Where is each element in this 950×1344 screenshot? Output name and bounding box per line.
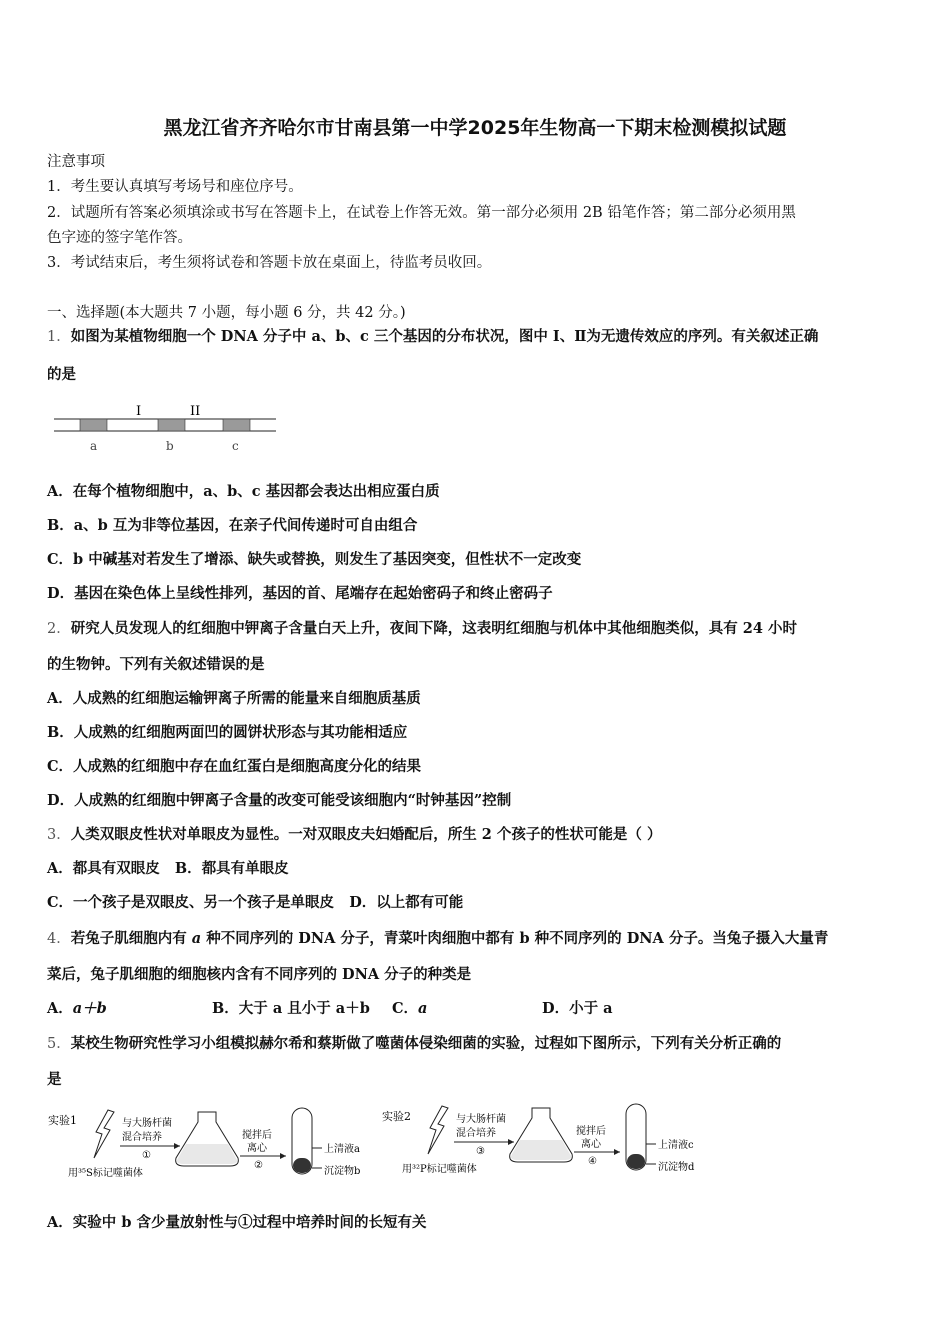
label-gene-a: a	[90, 439, 98, 453]
label-gene-b: b	[166, 439, 174, 453]
question-2-line1: 2．研究人员发现人的红细胞中钾离子含量白天上升，夜间下降，这表明红细胞与机体中其他细胞类似，具有 24 小时	[47, 620, 798, 637]
q2-option-b: B．人成熟的红细胞两面凹的圆饼状形态与其功能相适应	[47, 724, 408, 741]
question-4-line2: 菜后，兔子肌细胞的细胞核内含有不同序列的 DNA 分子的种类是	[47, 966, 472, 983]
exp1-step1: ①	[142, 1150, 151, 1161]
gene-b-segment	[158, 419, 185, 431]
exp1-arrowhead-2	[280, 1153, 286, 1159]
question-number: 2．	[47, 621, 71, 637]
exp1-pellet	[293, 1158, 311, 1173]
phage-experiment-diagram	[46, 1100, 906, 1190]
exp1-mix: 与大肠杆菌	[122, 1118, 172, 1129]
q2-option-a: A．人成熟的红细胞运输钾离子所需的能量来自细胞质基质	[47, 690, 421, 707]
exp1-spin2: 离心	[247, 1143, 267, 1154]
question-5-line2: 是	[47, 1071, 62, 1088]
label-gene-c: c	[232, 439, 239, 453]
gene-c-segment	[223, 419, 250, 431]
exp1-flask-liquid	[177, 1144, 237, 1164]
exp2-phage-label: 用³²P标记噬菌体	[402, 1164, 477, 1175]
page-title: 黑龙江省齐齐哈尔市甘南县第一中学2025年生物高一下期末检测模拟试题	[163, 117, 787, 139]
exp1-sediment: 沉淀物b	[324, 1166, 361, 1177]
exp2-flask-liquid	[511, 1140, 571, 1160]
exp1-label: 实验1	[48, 1114, 77, 1127]
question-2-line2: 的生物钟。下列有关叙述错误的是	[47, 656, 265, 673]
q4-option-a: A．a＋b	[47, 1000, 107, 1017]
exp1-step2: ②	[254, 1160, 263, 1171]
notice-item-2: 2．试题所有答案必须填涂或书写在答题卡上，在试卷上作答无效。第一部分必须用 2B 铅笔作答；第二部分必须用黑	[47, 205, 796, 221]
label-sequence-II: II	[190, 404, 201, 419]
q5-option-a: A．实验中 b 含少量放射性与①过程中培养时间的长短有关	[47, 1214, 427, 1231]
notice-item-1: 1．考生要认真填写考场号和座位序号。	[47, 179, 303, 195]
experiment-2	[382, 1104, 695, 1175]
question-number: 1．	[47, 329, 71, 345]
exp1-arrowhead-1	[174, 1143, 180, 1149]
exp1-phage-label: 用³⁵S标记噬菌体	[68, 1168, 143, 1179]
dna-gene-diagram	[50, 398, 280, 456]
exp1-supernatant: 上清液a	[324, 1144, 360, 1155]
gene-a-segment	[80, 419, 107, 431]
exp2-step1: ③	[476, 1146, 485, 1157]
exp2-phage-icon	[428, 1106, 448, 1154]
q2-option-c: C．人成熟的红细胞中存在血红蛋白是细胞高度分化的结果	[47, 758, 422, 775]
exp2-step2: ④	[588, 1156, 597, 1167]
question-number: 3．	[47, 827, 71, 843]
q1-option-b: B．a、b 互为非等位基因，在亲子代间传递时可自由组合	[47, 517, 418, 534]
q4-option-b: B．大于 a 且小于 a＋b	[212, 1000, 370, 1017]
q1-option-a: A．在每个植物细胞中，a、b、c 基因都会表达出相应蛋白质	[47, 483, 440, 500]
question-number: 5．	[47, 1036, 71, 1052]
exp1-phage-icon	[94, 1110, 114, 1158]
q3-options-cd: C．一个孩子是双眼皮、另一个孩子是单眼皮 D．以上都有可能	[47, 894, 464, 911]
q4-option-c: C．a	[392, 1000, 428, 1017]
exp2-sediment: 沉淀物d	[658, 1162, 695, 1173]
exp2-mix: 与大肠杆菌	[456, 1114, 506, 1125]
q4-option-d: D．小于 a	[542, 1000, 613, 1017]
exp2-label: 实验2	[382, 1110, 411, 1123]
question-4-line1: 4．若兔子肌细胞内有 a 种不同序列的 DNA 分子，青菜叶肉细胞中都有 b 种不同序列的 DNA 分子。当兔子摄入大量青	[47, 930, 829, 947]
q3-options-ab: A．都具有双眼皮 B．都具有单眼皮	[47, 860, 289, 877]
exp2-pellet	[627, 1154, 645, 1169]
exp2-spin: 搅拌后	[576, 1126, 606, 1137]
section-heading: 一、选择题(本大题共 7 小题，每小题 6 分，共 42 分。)	[47, 305, 406, 321]
exp1-mix2: 混合培养	[122, 1132, 162, 1143]
notice-item-2-cont: 色字迹的签字笔作答。	[47, 230, 192, 246]
label-sequence-I: I	[136, 404, 142, 419]
exp2-arrowhead-1	[508, 1139, 514, 1145]
exp2-supernatant: 上清液c	[658, 1140, 694, 1151]
question-3-line1: 3．人类双眼皮性状对单眼皮为显性。一对双眼皮夫妇婚配后，所生 2 个孩子的性状可能是（ ）	[47, 826, 662, 843]
exp1-spin: 搅拌后	[242, 1130, 272, 1141]
q2-option-d: D．人成熟的红细胞中钾离子含量的改变可能受该细胞内“时钟基因”控制	[47, 792, 512, 809]
experiment-1	[48, 1108, 360, 1179]
exp2-spin2: 离心	[581, 1139, 601, 1150]
exp2-arrowhead-2	[614, 1149, 620, 1155]
notice-item-3: 3．考试结束后，考生须将试卷和答题卡放在桌面上，待监考员收回。	[47, 255, 492, 271]
question-1-line2: 的是	[47, 366, 76, 383]
notice-heading: 注意事项	[47, 154, 105, 170]
question-1-line1	[47, 327, 907, 347]
question-5-line1: 5．某校生物研究性学习小组模拟赫尔希和蔡斯做了噬菌体侵染细菌的实验，过程如下图所示，下列有关分析正确的	[47, 1035, 782, 1052]
q1-option-c: C．b 中碱基对若发生了增添、缺失或替换，则发生了基因突变，但性状不一定改变	[47, 551, 582, 568]
q1-option-d: D．基因在染色体上呈线性排列，基因的首、尾端存在起始密码子和终止密码子	[47, 585, 553, 602]
question-number: 4．	[47, 931, 71, 947]
question-1-text: 如图为某植物细胞一个 DNA 分子中 a、b、c 三个基因的分布状况，图中 Ⅰ、Ⅱ为无遗传效应的序列。有关叙述正确	[70, 328, 819, 345]
exp2-mix2: 混合培养	[456, 1128, 496, 1139]
